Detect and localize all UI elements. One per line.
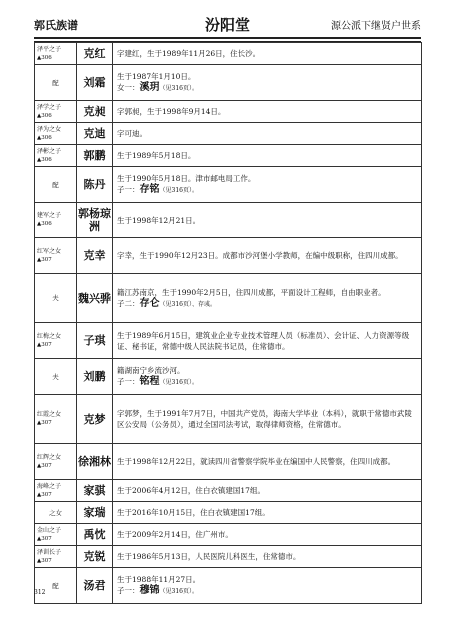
relation-cell [35, 238, 77, 274]
description-cell [113, 359, 422, 395]
table-row [35, 395, 422, 444]
description-cell [113, 101, 422, 123]
relation-cell [35, 546, 77, 568]
table-row [35, 145, 422, 167]
relation-cell [35, 123, 77, 145]
table-row [35, 568, 422, 604]
child-label: 子一： [117, 377, 140, 386]
child-line [117, 585, 417, 597]
table-row [35, 238, 422, 274]
description-text: 字郭昶，生于1998年9月14日。 [117, 107, 226, 116]
child-note: （见316页）。 [159, 379, 198, 386]
table-row [35, 359, 422, 395]
table-row [35, 323, 422, 359]
page-number: 312 [34, 589, 46, 596]
child-note: （见316页）。 [159, 588, 198, 595]
relation-cell [35, 359, 77, 395]
description-cell [113, 480, 422, 502]
relation-label: 泽彬之子 [37, 147, 62, 155]
relation-cell [35, 502, 77, 524]
person-name: 徐湘林 [77, 444, 113, 480]
branch-title: 源公派下继贤户世系 [331, 21, 421, 32]
rank-label: ▲306 [37, 221, 52, 227]
description-cell [113, 65, 422, 101]
relation-label: 之女 [49, 508, 62, 517]
rank-label: ▲307 [37, 557, 52, 564]
description-text: 生于1998年12月22日，就读四川省警察学院毕业在编国中人民警察，住四川成都。 [117, 457, 396, 466]
table-row [35, 65, 422, 101]
child-name: 穆锦 [139, 585, 160, 596]
description-text: 字可迪。 [117, 129, 147, 138]
description-text: 生于2009年2月14日，住广州市。 [117, 530, 233, 539]
description-cell [113, 43, 422, 65]
person-name: 克昶 [77, 101, 113, 123]
relation-label: 夫 [52, 294, 59, 302]
relation-cell [35, 568, 77, 604]
relation-label: 配 [52, 78, 59, 87]
description-text: 生于2016年10月15日，住白衣镇建国17组。 [117, 508, 270, 517]
person-name: 克锐 [77, 546, 113, 568]
person-name: 刘霜 [77, 65, 113, 101]
description-cell [113, 145, 422, 167]
child-note: （见316页）、存彧。 [159, 300, 216, 308]
child-note: （见316页）。 [159, 85, 198, 92]
description-text: 籍江苏南京，生于1990年2月5日，住四川成都，平面设计工程师，自由职业者。 [117, 287, 386, 297]
table-row [35, 123, 422, 145]
relation-label: 红军之女 [37, 247, 62, 255]
child-label: 子二： [117, 298, 140, 308]
relation-cell [35, 395, 77, 444]
relation-cell [35, 323, 77, 359]
relation-cell [35, 203, 77, 238]
child-name: 溪玥 [139, 82, 160, 93]
rank-label: ▲307 [37, 462, 52, 469]
person-name: 家瑞 [77, 502, 113, 524]
person-name: 汤君 [77, 568, 113, 604]
description-cell [113, 123, 422, 145]
child-label: 女一： [117, 83, 140, 92]
relation-cell [35, 524, 77, 546]
description-cell [113, 238, 422, 274]
child-note: （见316页）。 [159, 187, 198, 194]
relation-cell [35, 145, 77, 167]
relation-cell [35, 274, 77, 323]
relation-label: 配 [52, 180, 59, 189]
table-row [35, 101, 422, 123]
person-name: 克幸 [77, 238, 113, 274]
person-name: 家骐 [77, 480, 113, 502]
relation-cell [35, 444, 77, 480]
description-cell [113, 502, 422, 524]
description-cell [113, 274, 422, 323]
relation-label: 泽学之子 [37, 103, 62, 111]
rank-label: ▲307 [37, 341, 52, 348]
relation-cell [35, 480, 77, 502]
child-name: 铭程 [139, 376, 160, 387]
person-name: 郭杨琼洲 [77, 203, 113, 238]
description-text: 字郭梦，生于1991年7月7日，中国共产党员，海南大学毕业（本科），就职于常德市武陵区公安局（公务员），通过全国司法考试，取得律师资格，住常德市。 [117, 409, 412, 429]
person-name: 克红 [77, 43, 113, 65]
table-row [35, 502, 422, 524]
child-line [117, 82, 417, 94]
rank-label: ▲307 [37, 535, 52, 542]
child-name: 存仑 [139, 297, 160, 309]
person-name: 子琪 [77, 323, 113, 359]
person-name: 刘鹏 [77, 359, 113, 395]
description-text: 字建红，生于1989年11月26日，住长沙。 [117, 49, 261, 58]
table-row [35, 274, 422, 323]
description-text: 生于1998年12月21日。 [117, 215, 201, 225]
table-row [35, 480, 422, 502]
description-text: 生于1989年6月15日，建筑业企业专业技术管理人员（标准员）、会计证、人力资源等级证、秘书证，常德中级人民法院书记员，住常德市。 [117, 330, 410, 351]
table-row [35, 524, 422, 546]
relation-label: 红霞之女 [37, 411, 62, 418]
child-line [117, 184, 417, 196]
description-text: 生于1987年1月10日。 [117, 72, 196, 81]
person-name: 郭鹏 [77, 145, 113, 167]
table-row [35, 203, 422, 238]
description-text: 生于1986年5月13日，人民医院儿科医生，住常德市。 [117, 552, 301, 561]
relation-label: 配 [52, 581, 59, 590]
rank-label: ▲307 [37, 420, 52, 426]
child-label: 子一： [117, 185, 140, 194]
relation-label: 海峰之子 [37, 482, 62, 490]
relation-label: 红辉之女 [37, 453, 62, 461]
child-line [117, 298, 417, 310]
table-row [35, 43, 422, 65]
person-name: 克迪 [77, 123, 113, 145]
relation-cell [35, 65, 77, 101]
description-cell [113, 444, 422, 480]
description-text: 生于1988年11月27日。 [117, 575, 201, 584]
relation-cell [35, 101, 77, 123]
person-name: 克梦 [77, 395, 113, 444]
relation-label: 金山之子 [37, 526, 62, 534]
rank-label: ▲307 [37, 256, 52, 263]
person-name: 魏兴骅 [77, 274, 113, 323]
child-name: 存铭 [139, 184, 160, 195]
description-cell [113, 203, 422, 238]
table-row [35, 167, 422, 203]
hall-name: 汾阳堂 [204, 16, 250, 34]
description-cell [113, 395, 422, 444]
description-text: 生于1989年5月18日。 [117, 151, 196, 160]
child-line [117, 376, 417, 388]
relation-label: 泽为之女 [37, 125, 62, 133]
rank-label: ▲306 [37, 112, 52, 119]
description-text: 生于1990年5月18日。津市邮电局工作。 [117, 174, 256, 183]
relation-label: 夫 [52, 372, 59, 381]
description-cell [113, 568, 422, 604]
page-header [34, 14, 421, 36]
rank-label: ▲306 [37, 156, 52, 163]
book-title: 郭氏族谱 [34, 19, 78, 32]
table-row [35, 546, 422, 568]
description-cell [113, 167, 422, 203]
description-cell [113, 323, 422, 359]
relation-cell [35, 43, 77, 65]
rank-label: ▲306 [37, 134, 52, 141]
description-text: 字幸，生于1990年12月23日。成都市沙河堡小学教师，在编中级职称，住四川成都。 [117, 251, 403, 260]
relation-label: 红梅之女 [37, 332, 62, 340]
description-cell [113, 524, 422, 546]
person-name: 陈丹 [77, 167, 113, 203]
rank-label: ▲306 [37, 54, 52, 61]
description-text: 籍湖南宁乡流沙河。 [117, 366, 185, 375]
relation-cell [35, 167, 77, 203]
header-rule [34, 37, 421, 39]
rank-label: ▲307 [37, 491, 52, 498]
table-row [35, 444, 422, 480]
child-label: 子一： [117, 586, 140, 595]
person-name: 禹忱 [77, 524, 113, 546]
genealogy-table [34, 42, 422, 604]
relation-label: 泽训长子 [37, 548, 62, 556]
description-text: 生于2006年4月12日，住白衣镇建国17组。 [117, 486, 265, 495]
relation-label: 泽平之子 [37, 45, 62, 53]
description-cell [113, 546, 422, 568]
relation-label: 建军之子 [37, 212, 62, 219]
